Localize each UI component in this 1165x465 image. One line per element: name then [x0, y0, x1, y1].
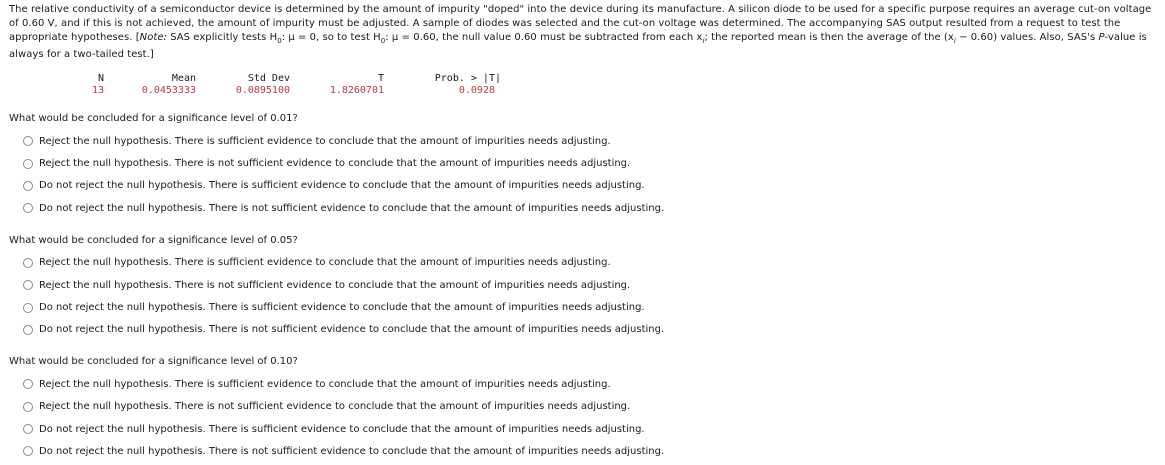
radio-button[interactable] — [23, 402, 33, 412]
sas-value-mean: 0.0453333 — [141, 85, 196, 96]
option-label[interactable]: Reject the null hypothesis. There is not sufficient evidence to conclude that the amount of impurities needs adjusting. — [39, 158, 631, 170]
answer-option[interactable] — [23, 152, 1156, 174]
radio-button[interactable] — [23, 280, 33, 290]
option-label[interactable]: Do not reject the null hypothesis. There is not sufficient evidence to conclude that the amount of impurities needs adjusting. — [39, 324, 665, 336]
option-label[interactable]: Reject the null hypothesis. There is sufficient evidence to conclude that the amount of impurities needs adjusting. — [39, 257, 611, 269]
answer-option[interactable] — [23, 197, 1156, 219]
radio-button[interactable] — [23, 303, 33, 313]
option-label[interactable]: Do not reject the null hypothesis. There is sufficient evidence to conclude that the amount of impurities needs adjusting. — [39, 423, 645, 435]
radio-button[interactable] — [23, 258, 33, 268]
sas-value-n: 13 — [91, 85, 104, 96]
sas-value-stddev: 0.0895100 — [235, 85, 290, 96]
answer-option[interactable] — [23, 252, 1156, 274]
radio-button[interactable] — [23, 136, 33, 146]
radio-button[interactable] — [23, 325, 33, 335]
option-label[interactable]: Reject the null hypothesis. There is not sufficient evidence to conclude that the amount of impurities needs adjusting. — [39, 279, 631, 291]
problem-statement: The relative conductivity of a semiconductor device is determined by the amount of impurity "doped" into the device during its manufacture. A silicon diode to be used for a specific purpose requires an average cut-on voltage of 0.60 V, and if this is not achieved, the amount of impurity must be adjusted. A sample of diodes was selected and the cut-on voltage was determined. The accompanying SAS output resulted from a request to test the appropriate hypotheses. [Note: SAS explicitly tests $H_0$: μ = 0, so to test $H_0$: μ = 0.60, the null value 0.60 must be subtracted from each $x_i$; the reported mean is then the average of the $(x_i - 0.60)$ values. Also, SAS's P-value is always for a two-tailed test.] — [9, 4, 1152, 60]
sas-header-prob: Prob. > |T| — [434, 73, 501, 84]
option-label[interactable]: Do not reject the null hypothesis. There is sufficient evidence to conclude that the amount of impurities needs adjusting. — [39, 180, 645, 192]
answer-option[interactable] — [23, 418, 1156, 440]
radio-button[interactable] — [23, 203, 33, 213]
option-label[interactable]: Reject the null hypothesis. There is sufficient evidence to conclude that the amount of impurities needs adjusting. — [39, 135, 611, 147]
sas-header-mean: Mean — [171, 73, 196, 84]
sas-header-t: T — [377, 73, 384, 84]
sas-value-prob: 0.0928 — [458, 85, 495, 96]
question-alpha-001 — [9, 112, 1156, 220]
radio-button[interactable] — [23, 181, 33, 191]
radio-button[interactable] — [23, 159, 33, 169]
question-prompt: What would be concluded for a significance level of 0.10? — [9, 356, 298, 368]
answer-option[interactable] — [23, 440, 1156, 462]
option-label[interactable]: Do not reject the null hypothesis. There is not sufficient evidence to conclude that the amount of impurities needs adjusting. — [39, 445, 665, 457]
sas-header-n: N — [97, 73, 104, 84]
sas-header-stddev: Std Dev — [247, 73, 290, 84]
sas-value-t: 1.8260701 — [329, 85, 384, 96]
sas-output-table — [84, 72, 501, 96]
radio-button[interactable] — [23, 424, 33, 434]
question-alpha-005 — [9, 234, 1156, 342]
answer-option[interactable] — [23, 274, 1156, 296]
question-prompt: What would be concluded for a significance level of 0.01? — [9, 113, 298, 124]
answer-option[interactable] — [23, 130, 1156, 152]
sas-value-row — [84, 84, 501, 96]
option-label[interactable]: Reject the null hypothesis. There is sufficient evidence to conclude that the amount of impurities needs adjusting. — [39, 378, 611, 390]
radio-button[interactable] — [23, 379, 33, 389]
option-label[interactable]: Do not reject the null hypothesis. There is not sufficient evidence to conclude that the amount of impurities needs adjusting. — [39, 202, 665, 214]
option-label[interactable]: Do not reject the null hypothesis. There is sufficient evidence to conclude that the amount of impurities needs adjusting. — [39, 302, 645, 314]
answer-option[interactable] — [23, 175, 1156, 197]
radio-button[interactable] — [23, 446, 33, 456]
answer-option[interactable] — [23, 319, 1156, 341]
question-prompt: What would be concluded for a significance level of 0.05? — [9, 234, 298, 246]
option-label[interactable]: Reject the null hypothesis. There is not sufficient evidence to conclude that the amount of impurities needs adjusting. — [39, 401, 631, 413]
sas-header-row — [84, 72, 501, 84]
answer-option[interactable] — [23, 396, 1156, 418]
answer-option[interactable] — [23, 296, 1156, 318]
question-alpha-010 — [9, 355, 1156, 463]
answer-option[interactable] — [23, 373, 1156, 395]
